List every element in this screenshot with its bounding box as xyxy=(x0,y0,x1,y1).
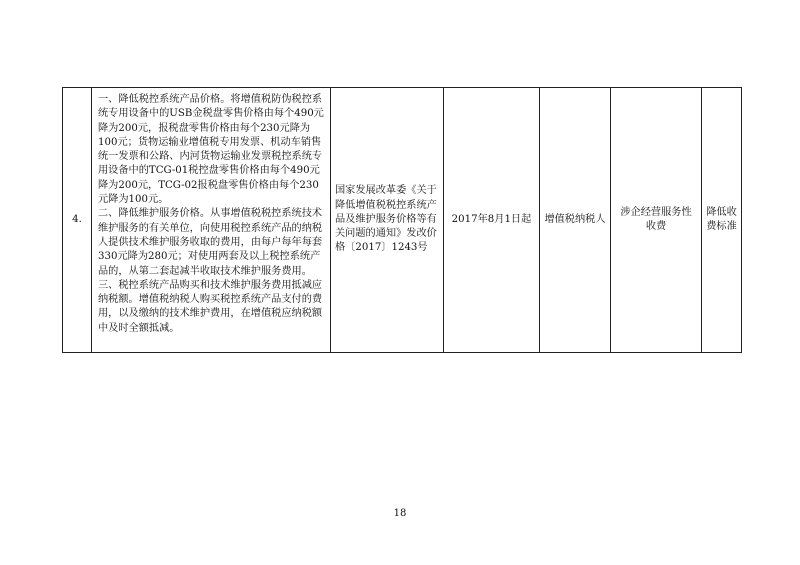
page-number: 18 xyxy=(393,508,407,519)
applicable-subject: 增值税纳税人 xyxy=(540,88,611,353)
policy-table xyxy=(62,87,742,353)
policy-item-3: 三、税控系统产品购买和技术维护服务费用抵减应纳税额。增值税纳税人购买税控系统产品支付的费用，以及缴纳的技术维护费用，在增值税应纳税额中及时全额抵减。 xyxy=(98,279,323,334)
fee-type: 涉企经营服务性收费 xyxy=(611,88,702,353)
row-number: 4. xyxy=(63,88,92,353)
policy-basis: 国家发展改革委《关于降低增值税税控系统产品及维护服务价格等有关问题的通知》发改价格〔2017〕1243号 xyxy=(331,88,444,353)
reduction-method: 降低收费标准 xyxy=(702,88,742,353)
policy-item-2: 二、降低维护服务价格。从事增值税税控系统技术维护服务的有关单位，向使用税控系统产品的纳税人提供技术维护服务收取的费用，由每户每年每套330元降为280元；对使用两套及以上税控系统产品的，从第二套起减半收取技术维护服务费用。 xyxy=(98,208,323,277)
policy-item-1: 一、降低税控系统产品价格。将增值税防伪税控系统专用设备中的USB金税盘零售价格由每个490元降为200元，报税盘零售价格由每个230元降为100元；货物运输业增值税专用发票、机动车销售统一发票和公路、内河货物运输业发票税控系统专用设备中的TCG-01税控盘零售价格由每个490元降为200元，TCG-02报税盘零售价格由每个230元降为100元。 xyxy=(98,94,324,206)
policy-content xyxy=(92,88,331,353)
effective-date: 2017年8月1日起 xyxy=(444,88,540,353)
table-row xyxy=(63,88,742,353)
